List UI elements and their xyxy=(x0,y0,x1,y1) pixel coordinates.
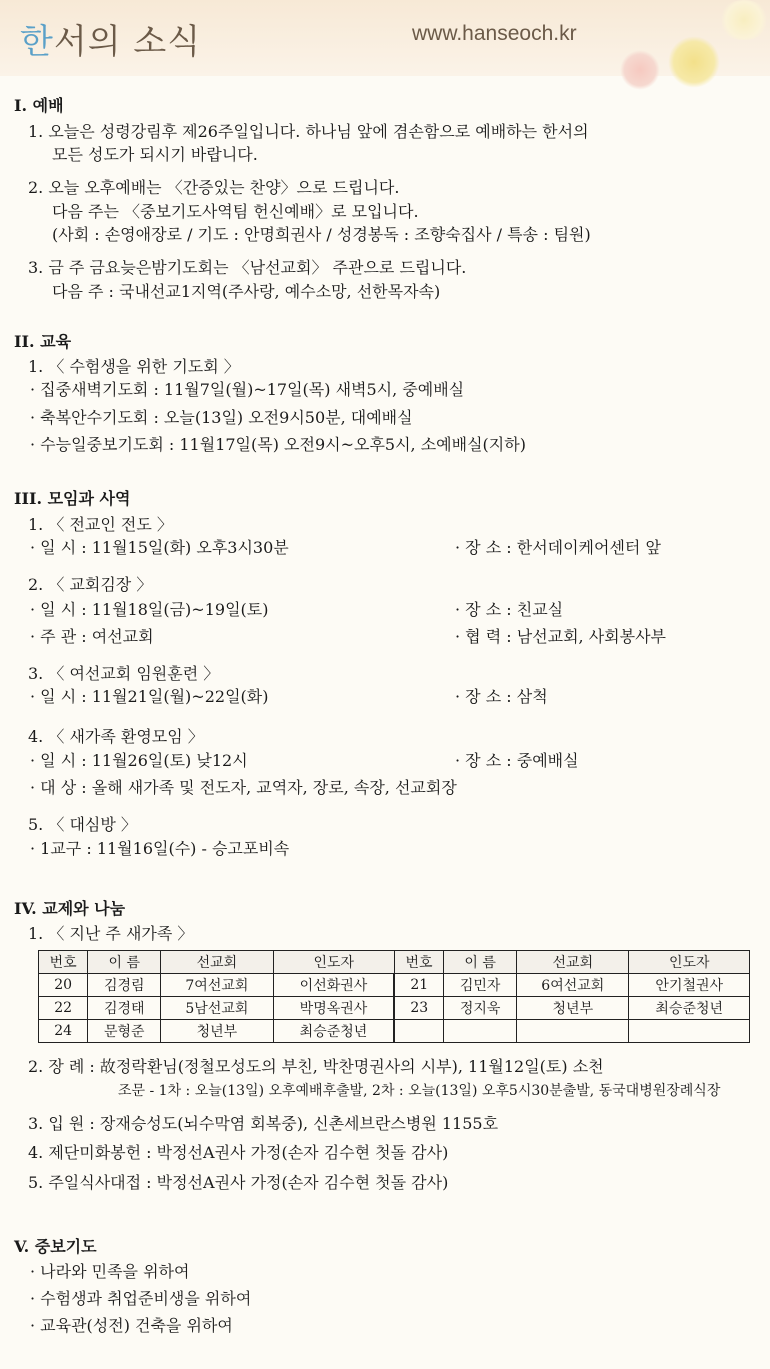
section-education-heading: II. 교육 xyxy=(14,332,72,351)
table-cell: 5남선교회 xyxy=(161,997,273,1020)
table-cell: 정지욱 xyxy=(444,997,517,1020)
table-cell: 안기철권사 xyxy=(629,974,750,997)
table-cell xyxy=(394,1020,443,1043)
section-fellowship-heading: IV. 교제와 나눔 xyxy=(14,899,126,918)
table-header-row xyxy=(39,951,750,974)
worship-item-1-cont: 모든 성도가 되시기 바랍니다. xyxy=(52,145,258,164)
worship-item-1: 1. 오늘은 성령강림후 제26주일입니다. 하나님 앞에 겸손함으로 예배하는 한서의 xyxy=(28,122,589,141)
altar-flowers-notice: 4. 제단미화봉헌 : 박정선A권사 가정(손자 김수현 첫돌 감사) xyxy=(28,1143,449,1162)
table-cell: 최승준청년 xyxy=(629,997,750,1020)
education-item: · 수능일중보기도회 : 11월17일(목) 오전9시~오후5시, 소예배실(지하) xyxy=(30,435,526,454)
table-cell xyxy=(444,1020,517,1043)
table-cell: 박명옥권사 xyxy=(273,997,394,1020)
table-cell: 청년부 xyxy=(161,1020,273,1043)
table-header: 이 름 xyxy=(88,951,161,974)
gathering-detail: · 1교구 : 11월16일(수) - 승고포비속 xyxy=(30,839,290,858)
header-banner xyxy=(0,0,770,76)
table-header: 번호 xyxy=(394,951,443,974)
section-gathering-heading: III. 모임과 사역 xyxy=(14,489,131,508)
worship-item-2: 2. 오늘 오후예배는 〈간증있는 찬양〉으로 드립니다. xyxy=(28,178,400,197)
gathering-title-2: 2. 〈 교회김장 〉 xyxy=(28,575,153,594)
table-header: 선교회 xyxy=(517,951,629,974)
table-cell: 20 xyxy=(39,974,88,997)
gathering-detail: · 일 시 : 11월15일(화) 오후3시30분 xyxy=(30,538,289,557)
section-prayer-heading: V. 중보기도 xyxy=(14,1237,97,1256)
website-url[interactable]: www.hanseoch.kr xyxy=(412,22,577,45)
gathering-detail: · 대 상 : 올해 새가족 및 전도자, 교역자, 장로, 속장, 선교회장 xyxy=(30,778,457,797)
table-cell: 청년부 xyxy=(517,997,629,1020)
table-cell: 6여선교회 xyxy=(517,974,629,997)
gathering-title-4: 4. 〈 새가족 환영모임 〉 xyxy=(28,727,204,746)
new-family-table xyxy=(38,950,750,1043)
gathering-detail: · 주 관 : 여선교회 xyxy=(30,627,154,646)
table-cell: 김민자 xyxy=(444,974,517,997)
worship-item-2-next: 다음 주는 〈중보기도사역팀 헌신예배〉로 모입니다. xyxy=(52,202,419,221)
table-row xyxy=(39,974,750,997)
flower-decoration-icon xyxy=(668,36,720,88)
table-header: 번호 xyxy=(39,951,88,974)
prayer-item: · 나라와 민족을 위하여 xyxy=(30,1262,190,1281)
table-cell: 이선화권사 xyxy=(273,974,394,997)
table-cell: 7여선교회 xyxy=(161,974,273,997)
table-cell: 22 xyxy=(39,997,88,1020)
table-cell xyxy=(517,1020,629,1043)
table-cell: 최승준청년 xyxy=(273,1020,394,1043)
education-item: · 축복안수기도회 : 오늘(13일) 오전9시50분, 대예배실 xyxy=(30,408,413,427)
table-header: 인도자 xyxy=(273,951,394,974)
table-cell: 24 xyxy=(39,1020,88,1043)
prayer-item: · 수험생과 취업준비생을 위하여 xyxy=(30,1289,252,1308)
prayer-item: · 교육관(성전) 건축을 위하여 xyxy=(30,1316,233,1335)
table-cell xyxy=(629,1020,750,1043)
gathering-detail: · 일 시 : 11월26일(토) 낮12시 xyxy=(30,751,248,770)
table-header: 선교회 xyxy=(161,951,273,974)
gathering-detail: · 장 소 : 한서데이케어센터 앞 xyxy=(455,538,661,557)
flower-decoration-icon xyxy=(718,0,770,40)
table-cell: 김경림 xyxy=(88,974,161,997)
education-title: 1. 〈 수험생을 위한 기도회 〉 xyxy=(28,357,240,376)
gathering-title-5: 5. 〈 대심방 〉 xyxy=(28,815,137,834)
table-cell: 21 xyxy=(394,974,443,997)
education-item: · 집중새벽기도회 : 11월7일(월)~17일(목) 새벽5시, 중예배실 xyxy=(30,380,465,399)
funeral-notice: 2. 장 례 : 故정락환님(정철모성도의 부친, 박찬명권사의 시부), 11월12일(토) 소천 xyxy=(28,1057,604,1076)
hospital-notice: 3. 입 원 : 장재승성도(뇌수막염 회복중), 신촌세브란스병원 1155호 xyxy=(28,1114,499,1133)
gathering-detail: · 협 력 : 남선교회, 사회봉사부 xyxy=(455,627,667,646)
gathering-detail: · 장 소 : 삼척 xyxy=(455,687,548,706)
table-cell: 23 xyxy=(394,997,443,1020)
gathering-detail: · 장 소 : 친교실 xyxy=(455,600,564,619)
page-title: 한서의 소식 xyxy=(20,22,202,62)
section-worship-heading: I. 예배 xyxy=(14,96,64,115)
worship-item-2-detail: (사회 : 손영애장로 / 기도 : 안명희권사 / 성경봉독 : 조향숙집사 / 특송 : 팀원) xyxy=(52,225,591,244)
table-cell: 문형준 xyxy=(88,1020,161,1043)
gathering-detail: · 일 시 : 11월18일(금)~19일(토) xyxy=(30,600,269,619)
gathering-title-3: 3. 〈 여선교회 임원훈련 〉 xyxy=(28,664,220,683)
table-row xyxy=(39,1020,750,1043)
gathering-detail: · 일 시 : 11월21일(월)~22일(화) xyxy=(30,687,269,706)
table-header: 이 름 xyxy=(444,951,517,974)
gathering-title-1: 1. 〈 전교인 전도 〉 xyxy=(28,515,173,534)
new-family-title: 1. 〈 지난 주 새가족 〉 xyxy=(28,924,194,943)
worship-item-3-next: 다음 주 : 국내선교1지역(주사랑, 예수소망, 선한목자속) xyxy=(52,282,441,301)
gathering-detail: · 장 소 : 중예배실 xyxy=(455,751,579,770)
table-cell: 김경태 xyxy=(88,997,161,1020)
table-row xyxy=(39,997,750,1020)
table-header: 인도자 xyxy=(629,951,750,974)
sunday-meal-notice: 5. 주일식사대접 : 박정선A권사 가정(손자 김수현 첫돌 감사) xyxy=(28,1173,449,1192)
funeral-visit-info: 조문 - 1차 : 오늘(13일) 오후예배후출발, 2차 : 오늘(13일) 오후5시30분출발, 동국대병원장례식장 xyxy=(118,1083,721,1099)
flower-decoration-icon xyxy=(620,50,660,90)
worship-item-3: 3. 금 주 금요늦은밤기도회는 〈남선교회〉 주관으로 드립니다. xyxy=(28,258,467,277)
